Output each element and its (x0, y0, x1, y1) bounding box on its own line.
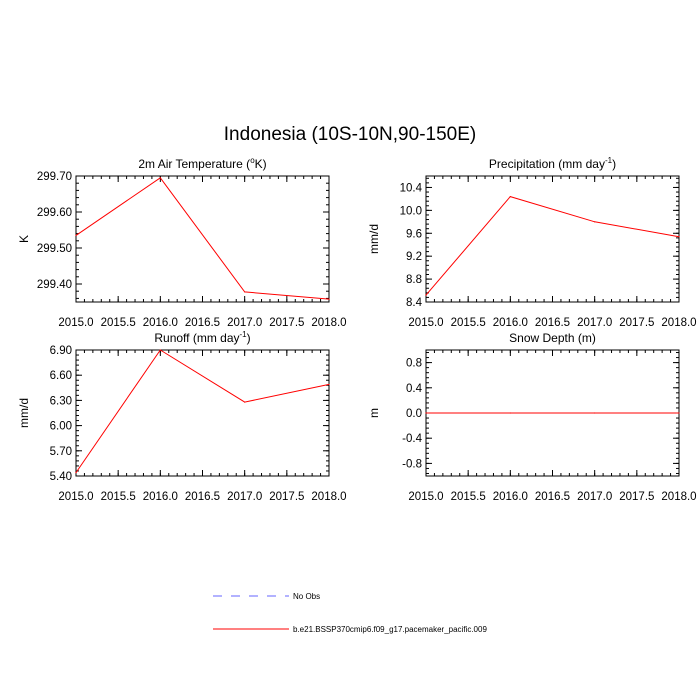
y-axis-label: mm/d (367, 224, 381, 254)
y-tick-label: 299.60 (36, 207, 72, 219)
y-tick-label: 9.6 (406, 228, 422, 241)
panel-runoff (17, 330, 347, 503)
series-line (76, 178, 329, 299)
y-axis-label: mm/d (17, 398, 31, 428)
panel-title-main: Runoff (mm day (154, 331, 240, 345)
x-tick-label: 2016.5 (184, 317, 221, 329)
panel-title-end: ) (612, 157, 617, 171)
series-line (426, 197, 679, 296)
plot-frame (426, 176, 679, 302)
x-tick-label: 2015.5 (100, 317, 136, 329)
legend-label-model: b.e21.BSSP370cmip6.f09_g17.pacemaker_pacific.009 (293, 625, 487, 634)
x-tick-label: 2017.0 (227, 317, 263, 329)
y-tick-label: 0.4 (406, 382, 422, 395)
data-point (425, 412, 426, 413)
x-tick-label: 2015.0 (408, 491, 444, 503)
y-tick-label: 10.0 (399, 205, 422, 218)
x-tick-label: 2015.0 (58, 317, 94, 329)
panel-title-main: 2m Air Temperature ( (138, 157, 251, 171)
legend (213, 592, 487, 634)
panel-title-superscript: o (250, 156, 255, 165)
data-point (328, 299, 329, 300)
x-tick-label: 2018.0 (311, 317, 347, 329)
x-tick-label: 2016.5 (534, 491, 571, 503)
x-tick-label: 2017.5 (619, 491, 655, 503)
panel-title (154, 330, 250, 345)
x-tick-label: 2015.5 (450, 317, 486, 329)
data-point (160, 177, 161, 178)
y-tick-label: -0.4 (402, 433, 422, 446)
plot-frame (76, 176, 329, 302)
y-tick-label: 5.70 (49, 445, 72, 458)
panel-title-superscript: -1 (239, 330, 247, 339)
panel-precipitation (367, 156, 697, 329)
panel-air-temperature (17, 156, 347, 329)
panel-title-main: Snow Depth (m) (509, 331, 596, 345)
data-point (244, 401, 245, 402)
data-point (160, 349, 161, 350)
x-tick-label: 2016.0 (492, 317, 528, 329)
y-tick-label: 0.0 (406, 408, 422, 420)
y-tick-label: 8.4 (406, 297, 422, 309)
x-tick-label: 2015.0 (408, 317, 444, 329)
x-tick-label: 2015.5 (100, 491, 136, 503)
data-point (510, 196, 511, 197)
y-tick-label: 8.8 (406, 274, 422, 287)
y-tick-label: 6.60 (49, 370, 72, 383)
x-tick-label: 2017.5 (619, 317, 655, 329)
data-point (75, 472, 76, 473)
x-tick-label: 2016.0 (142, 491, 178, 503)
x-tick-label: 2018.0 (661, 317, 697, 329)
y-tick-label: 0.8 (406, 357, 422, 370)
panel-title-end: ) (246, 331, 251, 345)
x-tick-label: 2017.0 (227, 491, 263, 503)
y-tick-label: 299.70 (36, 171, 72, 183)
panel-snow-depth (367, 331, 697, 503)
x-tick-label: 2018.0 (661, 491, 697, 503)
y-axis-label: K (17, 234, 31, 244)
series-line (76, 350, 329, 473)
data-point (328, 384, 329, 385)
data-point (425, 295, 426, 296)
x-tick-label: 2017.5 (269, 491, 305, 503)
y-tick-label: 6.00 (49, 420, 72, 433)
y-tick-label: 9.2 (406, 251, 422, 264)
data-point (244, 291, 245, 292)
panel-title-end: K) (254, 157, 267, 171)
plot-frame (76, 350, 329, 476)
x-tick-label: 2015.5 (450, 491, 486, 503)
y-axis-label: m (367, 408, 381, 418)
panel-title (489, 156, 616, 171)
data-point (594, 221, 595, 222)
x-tick-label: 2017.0 (577, 317, 613, 329)
panel-title (138, 156, 266, 171)
y-tick-label: 5.40 (49, 471, 72, 483)
data-point (510, 412, 511, 413)
panel-title-main: Precipitation (mm day (488, 157, 605, 171)
legend-label-no-obs: No Obs (293, 592, 321, 601)
x-tick-label: 2016.0 (142, 317, 178, 329)
x-tick-label: 2018.0 (311, 491, 347, 503)
y-tick-label: -0.8 (402, 458, 422, 471)
panel-title-superscript: -1 (604, 156, 613, 165)
x-tick-label: 2016.5 (184, 491, 221, 503)
panel-title (509, 331, 596, 345)
y-tick-label: 299.40 (36, 279, 72, 291)
x-tick-label: 2017.0 (577, 491, 613, 503)
x-tick-label: 2015.0 (58, 491, 94, 503)
y-tick-label: 10.4 (399, 182, 422, 195)
x-tick-label: 2017.5 (269, 317, 305, 329)
data-point (594, 412, 595, 413)
y-tick-label: 299.50 (36, 243, 72, 255)
x-tick-label: 2016.5 (534, 317, 571, 329)
data-point (75, 235, 76, 236)
data-point (678, 412, 679, 413)
figure-title: Indonesia (10S-10N,90-150E) (223, 124, 477, 145)
x-tick-label: 2016.0 (492, 491, 528, 503)
y-tick-label: 6.90 (49, 345, 72, 357)
data-point (678, 236, 679, 237)
y-tick-label: 6.30 (49, 395, 72, 408)
